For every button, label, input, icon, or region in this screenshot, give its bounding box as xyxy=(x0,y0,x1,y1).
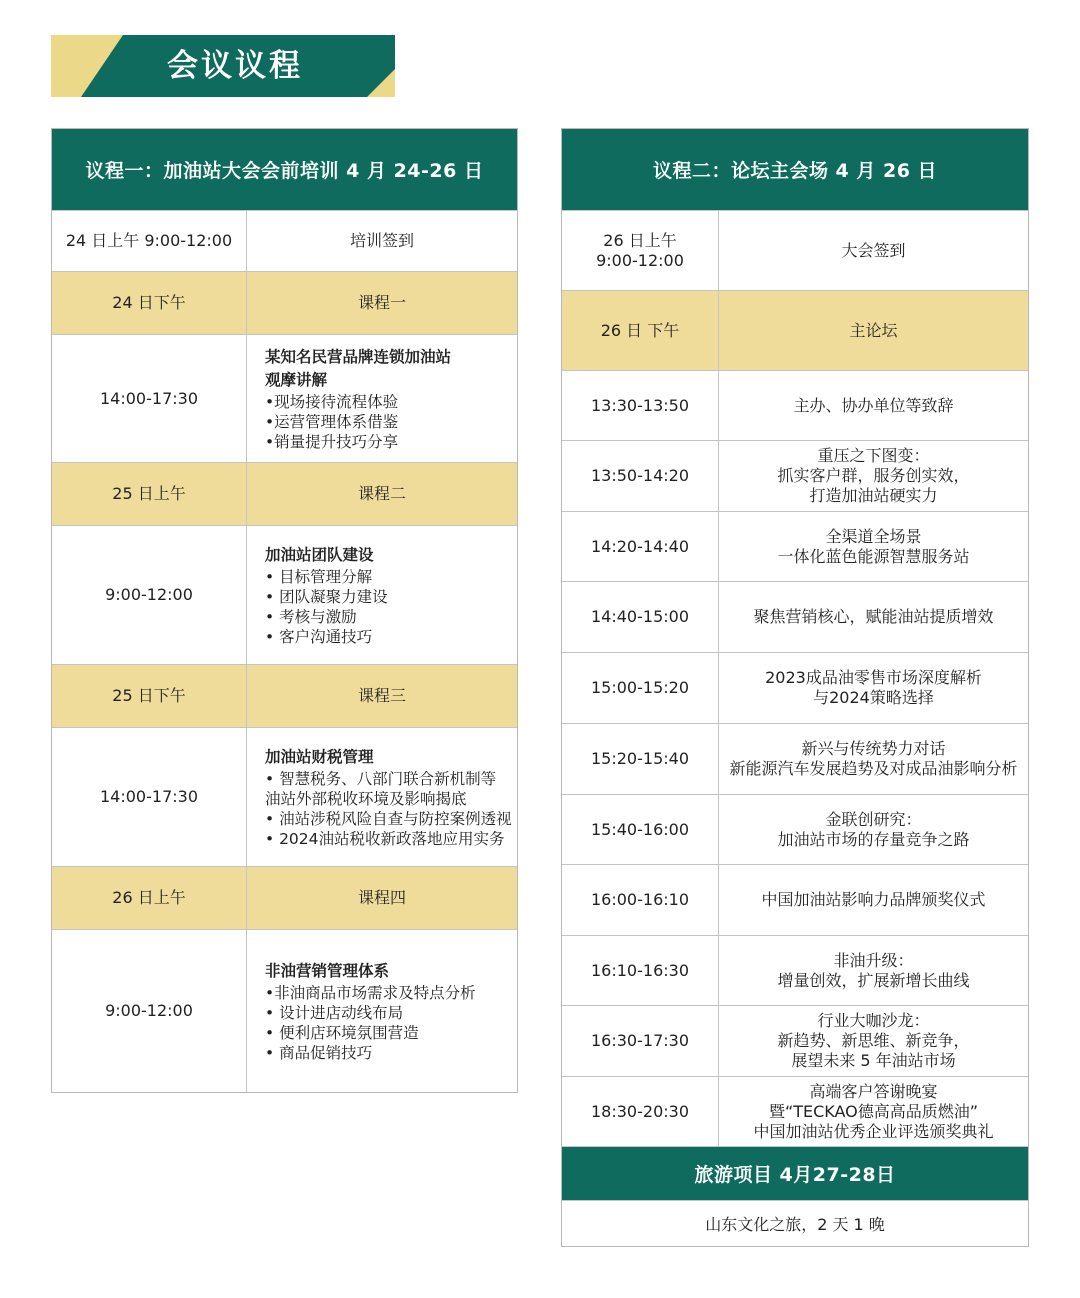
content-line: 一体化蓝色能源智慧服务站 xyxy=(777,546,970,566)
content-text xyxy=(777,810,969,850)
time-cell xyxy=(562,211,719,290)
course-cell xyxy=(247,930,517,1092)
course-bullet: • 设计进店动线布局 xyxy=(265,1003,404,1022)
content-text xyxy=(777,446,969,506)
course-bullet: • 客户沟通技巧 xyxy=(265,627,373,646)
content-cell xyxy=(247,272,517,334)
content-cell xyxy=(719,936,1028,1005)
content-line: 加油站市场的存量竞争之路 xyxy=(777,829,970,849)
time-cell: 24 日上午 9:00-12:00 xyxy=(52,211,247,271)
agenda-two-header: 议程二：论坛主会场 4 月 26 日 xyxy=(562,129,1028,210)
time-cell xyxy=(562,865,719,935)
agenda-one-table xyxy=(51,128,518,1093)
content-line: 培训签到 xyxy=(349,231,414,250)
table-row xyxy=(562,1005,1028,1076)
time-text xyxy=(591,749,689,769)
content-line: 金联创研究： xyxy=(825,809,922,829)
course-content xyxy=(265,746,512,849)
content-text xyxy=(753,607,993,627)
time-cell: 14:00-17:30 xyxy=(52,728,247,866)
content-text xyxy=(849,321,897,341)
content-cell xyxy=(247,463,517,525)
content-line: 新趋势、新思维、新竞争， xyxy=(777,1031,970,1050)
content-text xyxy=(777,527,969,567)
time-text xyxy=(601,321,680,341)
time-text xyxy=(591,1102,689,1122)
course-bullet: • 目标管理分解 xyxy=(265,567,373,586)
table-row xyxy=(52,929,517,1092)
time-cell xyxy=(562,371,719,440)
content-line: 课程一 xyxy=(357,293,406,312)
time-cell xyxy=(562,582,719,652)
course-title: 加油站团队建设 xyxy=(265,545,374,564)
content-text xyxy=(761,890,985,910)
content-cell xyxy=(719,512,1028,581)
course-bullet: • 团队凝聚力建设 xyxy=(265,587,388,606)
time-text xyxy=(591,607,689,627)
content-text xyxy=(753,1082,993,1142)
content-cell xyxy=(247,211,517,271)
table-row xyxy=(562,864,1028,935)
content-line: 主论坛 xyxy=(849,320,898,340)
agenda-one-header: 议程一：加油站大会会前培训 4 月 24-26 日 xyxy=(52,129,517,210)
time-line: 14:20-14:40 xyxy=(591,536,689,556)
time-cell: 9:00-12:00 xyxy=(52,930,247,1092)
time-cell xyxy=(562,1077,719,1146)
course-bullet: •现场接待流程体验 xyxy=(265,392,399,411)
content-cell xyxy=(719,795,1028,864)
time-line: 13:30-13:50 xyxy=(591,395,689,415)
time-cell: 14:00-17:30 xyxy=(52,335,247,462)
session-row xyxy=(52,462,517,525)
content-line: 与2024策略选择 xyxy=(813,688,934,707)
content-cell xyxy=(719,582,1028,652)
course-content xyxy=(265,544,388,647)
time-cell xyxy=(562,795,719,864)
content-line: 增量创效，扩展新增长曲线 xyxy=(777,970,970,990)
table-row xyxy=(562,652,1028,723)
time-cell xyxy=(562,512,719,581)
content-line: 新兴与传统势力对话 xyxy=(801,739,946,758)
table-row xyxy=(562,511,1028,581)
table-row xyxy=(52,210,517,271)
page-title: 会议议程 xyxy=(167,48,303,84)
time-cell: 26 日上午 xyxy=(52,867,247,929)
time-line: 16:00-16:10 xyxy=(591,890,689,909)
content-line: 中国加油站影响力品牌颁奖仪式 xyxy=(761,890,986,909)
time-cell xyxy=(562,1006,719,1076)
content-line: 课程三 xyxy=(357,686,406,705)
content-line: 高端客户答谢晚宴 xyxy=(809,1081,938,1101)
course-cell xyxy=(247,526,517,664)
table-row xyxy=(562,794,1028,864)
time-cell xyxy=(562,291,719,370)
course-bullet: • 商品促销技巧 xyxy=(265,1043,373,1062)
table-row xyxy=(562,723,1028,794)
content-line: 课程二 xyxy=(357,484,406,503)
table-row xyxy=(562,440,1028,511)
session-row xyxy=(52,664,517,727)
time-text xyxy=(591,678,689,698)
content-text xyxy=(358,686,406,706)
content-text xyxy=(729,739,1017,779)
time-text xyxy=(591,1031,689,1051)
course-bullet: • 油站涉税风险自查与防控案例透视 xyxy=(265,809,512,828)
course-cell xyxy=(247,728,517,866)
content-line: 行业大咖沙龙： xyxy=(817,1011,930,1030)
course-bullet: • 考核与激励 xyxy=(265,607,357,626)
time-cell xyxy=(562,441,719,511)
content-line: 重压之下图变： xyxy=(817,446,930,465)
time-line: 9:00-12:00 xyxy=(596,250,684,270)
content-cell xyxy=(719,865,1028,935)
content-cell xyxy=(719,653,1028,723)
content-text xyxy=(765,668,982,708)
time-text xyxy=(591,961,689,981)
course-title: 非油营销管理体系 xyxy=(265,961,390,980)
course-title: 加油站财税管理 xyxy=(265,747,374,766)
content-cell xyxy=(719,291,1028,370)
content-text xyxy=(358,888,406,908)
table-row xyxy=(562,581,1028,652)
tour-header: 旅游项目 4月27-28日 xyxy=(562,1146,1028,1200)
time-cell: 24 日下午 xyxy=(52,272,247,334)
content-cell xyxy=(247,665,517,727)
time-line: 18:30-20:30 xyxy=(591,1101,689,1121)
time-cell: 25 日下午 xyxy=(52,665,247,727)
title-banner xyxy=(51,35,395,97)
content-line: 抓实客户群，服务创实效， xyxy=(777,466,970,485)
course-bullet: • 便利店环境氛围营造 xyxy=(265,1023,419,1042)
content-line: 中国加油站优秀企业评选颁奖典礼 xyxy=(753,1121,994,1141)
content-cell xyxy=(247,867,517,929)
content-line: 主办、协办单位等致辞 xyxy=(793,395,954,415)
table-row xyxy=(52,525,517,664)
session-row xyxy=(52,271,517,334)
time-cell xyxy=(562,936,719,1005)
session-row xyxy=(562,290,1028,370)
content-line: 聚焦营销核心，赋能油站提质增效 xyxy=(753,607,994,626)
time-line: 16:30-17:30 xyxy=(591,1031,689,1050)
course-title: 观摩讲解 xyxy=(265,370,328,389)
time-cell xyxy=(562,724,719,794)
time-text xyxy=(591,820,689,840)
time-text xyxy=(591,537,689,557)
table-row xyxy=(562,1076,1028,1146)
content-cell xyxy=(719,724,1028,794)
table-row xyxy=(562,935,1028,1005)
content-text xyxy=(358,484,406,504)
time-text xyxy=(591,396,689,416)
time-line: 13:50-14:20 xyxy=(591,466,689,485)
content-line: 大会签到 xyxy=(841,240,906,260)
agenda-two-table xyxy=(561,128,1029,1247)
time-line: 14:40-15:00 xyxy=(591,607,689,626)
table-row xyxy=(52,334,517,462)
content-cell xyxy=(719,371,1028,440)
tour-row: 山东文化之旅，2 天 1 晚 xyxy=(562,1200,1028,1246)
table-row xyxy=(562,370,1028,440)
course-title: 某知名民营品牌连锁加油站 xyxy=(265,347,452,366)
content-line: 课程四 xyxy=(357,888,406,907)
time-line: 26 日上午 xyxy=(603,230,677,250)
time-line: 15:40-16:00 xyxy=(591,819,689,839)
time-cell xyxy=(562,653,719,723)
course-content xyxy=(265,960,476,1063)
course-bullet: •销量提升技巧分享 xyxy=(265,432,399,451)
content-text xyxy=(777,1011,969,1071)
course-cell xyxy=(247,335,517,462)
content-line: 新能源汽车发展趋势及对成品油影响分析 xyxy=(729,759,1018,778)
content-cell xyxy=(719,211,1028,290)
content-line: 2023成品油零售市场深度解析 xyxy=(765,668,982,687)
time-text xyxy=(596,231,684,271)
course-bullet: • 智慧税务、八部门联合新机制等 xyxy=(265,769,497,788)
course-bullet: •运营管理体系借鉴 xyxy=(265,412,399,431)
time-text xyxy=(591,890,689,910)
table-row xyxy=(52,727,517,866)
content-cell xyxy=(719,1077,1028,1146)
course-bullet: 油站外部税收环境及影响揭底 xyxy=(265,789,467,808)
content-text xyxy=(350,231,414,251)
content-cell xyxy=(719,441,1028,511)
table-row xyxy=(562,210,1028,290)
time-line: 16:10-16:30 xyxy=(591,960,689,980)
course-bullet: • 2024油站税收新政落地应用实务 xyxy=(265,829,505,848)
content-cell xyxy=(719,1006,1028,1076)
time-text xyxy=(591,466,689,486)
content-text xyxy=(358,293,406,313)
time-line: 15:20-15:40 xyxy=(591,749,689,768)
time-cell: 25 日上午 xyxy=(52,463,247,525)
time-line: 15:00-15:20 xyxy=(591,678,689,697)
content-line: 非油升级： xyxy=(833,950,914,970)
content-text xyxy=(841,241,905,261)
content-line: 展望未来 5 年油站市场 xyxy=(791,1051,956,1070)
content-line: 暨“TECKAO德高高品质燃油” xyxy=(768,1101,979,1121)
content-text xyxy=(777,951,969,991)
content-text xyxy=(793,396,953,416)
course-bullet: •非油商品市场需求及特点分析 xyxy=(265,983,476,1002)
content-line: 打造加油站硬实力 xyxy=(809,486,938,505)
time-cell: 9:00-12:00 xyxy=(52,526,247,664)
course-content xyxy=(265,346,451,452)
time-line: 26 日 下午 xyxy=(600,320,680,340)
session-row xyxy=(52,866,517,929)
content-line: 全渠道全场景 xyxy=(825,526,922,546)
